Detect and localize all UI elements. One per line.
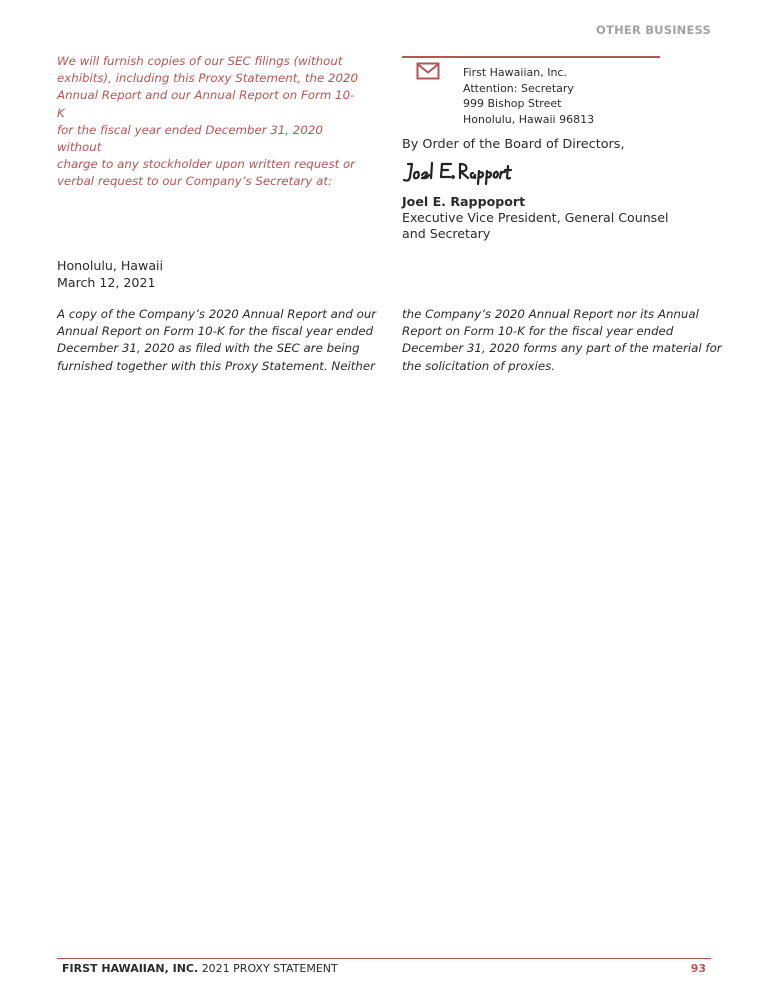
note-line: Annual Report on Form 10-K for the fiscal year ended	[57, 324, 374, 339]
mailing-address	[463, 65, 594, 127]
footer-document: 2021 PROXY STATEMENT	[201, 962, 338, 975]
footer-divider	[57, 958, 711, 959]
request-note-line: verbal request to our Company’s Secretary at:	[57, 174, 332, 189]
note-line: December 31, 2020 as filed with the SEC are being	[57, 341, 360, 356]
page-number: 93	[690, 962, 706, 975]
signer-title-line: Executive Vice President, General Counsel	[402, 210, 669, 226]
by-order-text: By Order of the Board of Directors,	[402, 137, 625, 152]
place-and-date	[57, 258, 163, 291]
signer-name: Joel E. Rappoport	[402, 194, 526, 209]
handwritten-signature	[400, 160, 516, 186]
annual-report-note-right	[402, 306, 722, 375]
note-line: A copy of the Company’s 2020 Annual Report and our	[57, 307, 377, 321]
envelope-icon	[416, 62, 440, 80]
request-note-line: exhibits), including this Proxy Statement, the 2020	[57, 71, 358, 86]
request-note	[57, 53, 362, 191]
location: Honolulu, Hawaii	[57, 258, 164, 273]
request-note-line: We will furnish copies of our SEC filings (without	[57, 54, 343, 68]
request-note-line: Annual Report and our Annual Report on Form 10-K	[57, 88, 355, 120]
note-line: Report on Form 10-K for the fiscal year ended	[402, 324, 674, 339]
annual-report-note-left	[57, 306, 377, 375]
address-line: 999 Bishop Street	[463, 97, 562, 111]
contact-divider	[402, 56, 660, 58]
address-line: Honolulu, Hawaii 96813	[463, 112, 595, 126]
note-line: the solicitation of proxies.	[402, 358, 556, 373]
footer-company: FIRST HAWAIIAN, INC.	[62, 962, 199, 975]
date: March 12, 2021	[57, 274, 156, 290]
note-line: furnished together with this Proxy Statement. Neither	[57, 358, 375, 373]
section-label: OTHER BUSINESS	[596, 23, 711, 37]
address-line: Attention: Secretary	[463, 81, 574, 95]
note-line: the Company’s 2020 Annual Report nor its Annual	[402, 307, 699, 321]
request-note-line: for the fiscal year ended December 31, 2020 without	[57, 122, 323, 155]
note-line: December 31, 2020 forms any part of the material for	[402, 341, 722, 356]
request-note-line: charge to any stockholder upon written request or	[57, 157, 356, 172]
signer-title-line: and Secretary	[402, 226, 491, 242]
signer-block	[402, 194, 669, 243]
address-line: First Hawaiian, Inc.	[463, 66, 567, 79]
footer-title	[62, 962, 338, 975]
